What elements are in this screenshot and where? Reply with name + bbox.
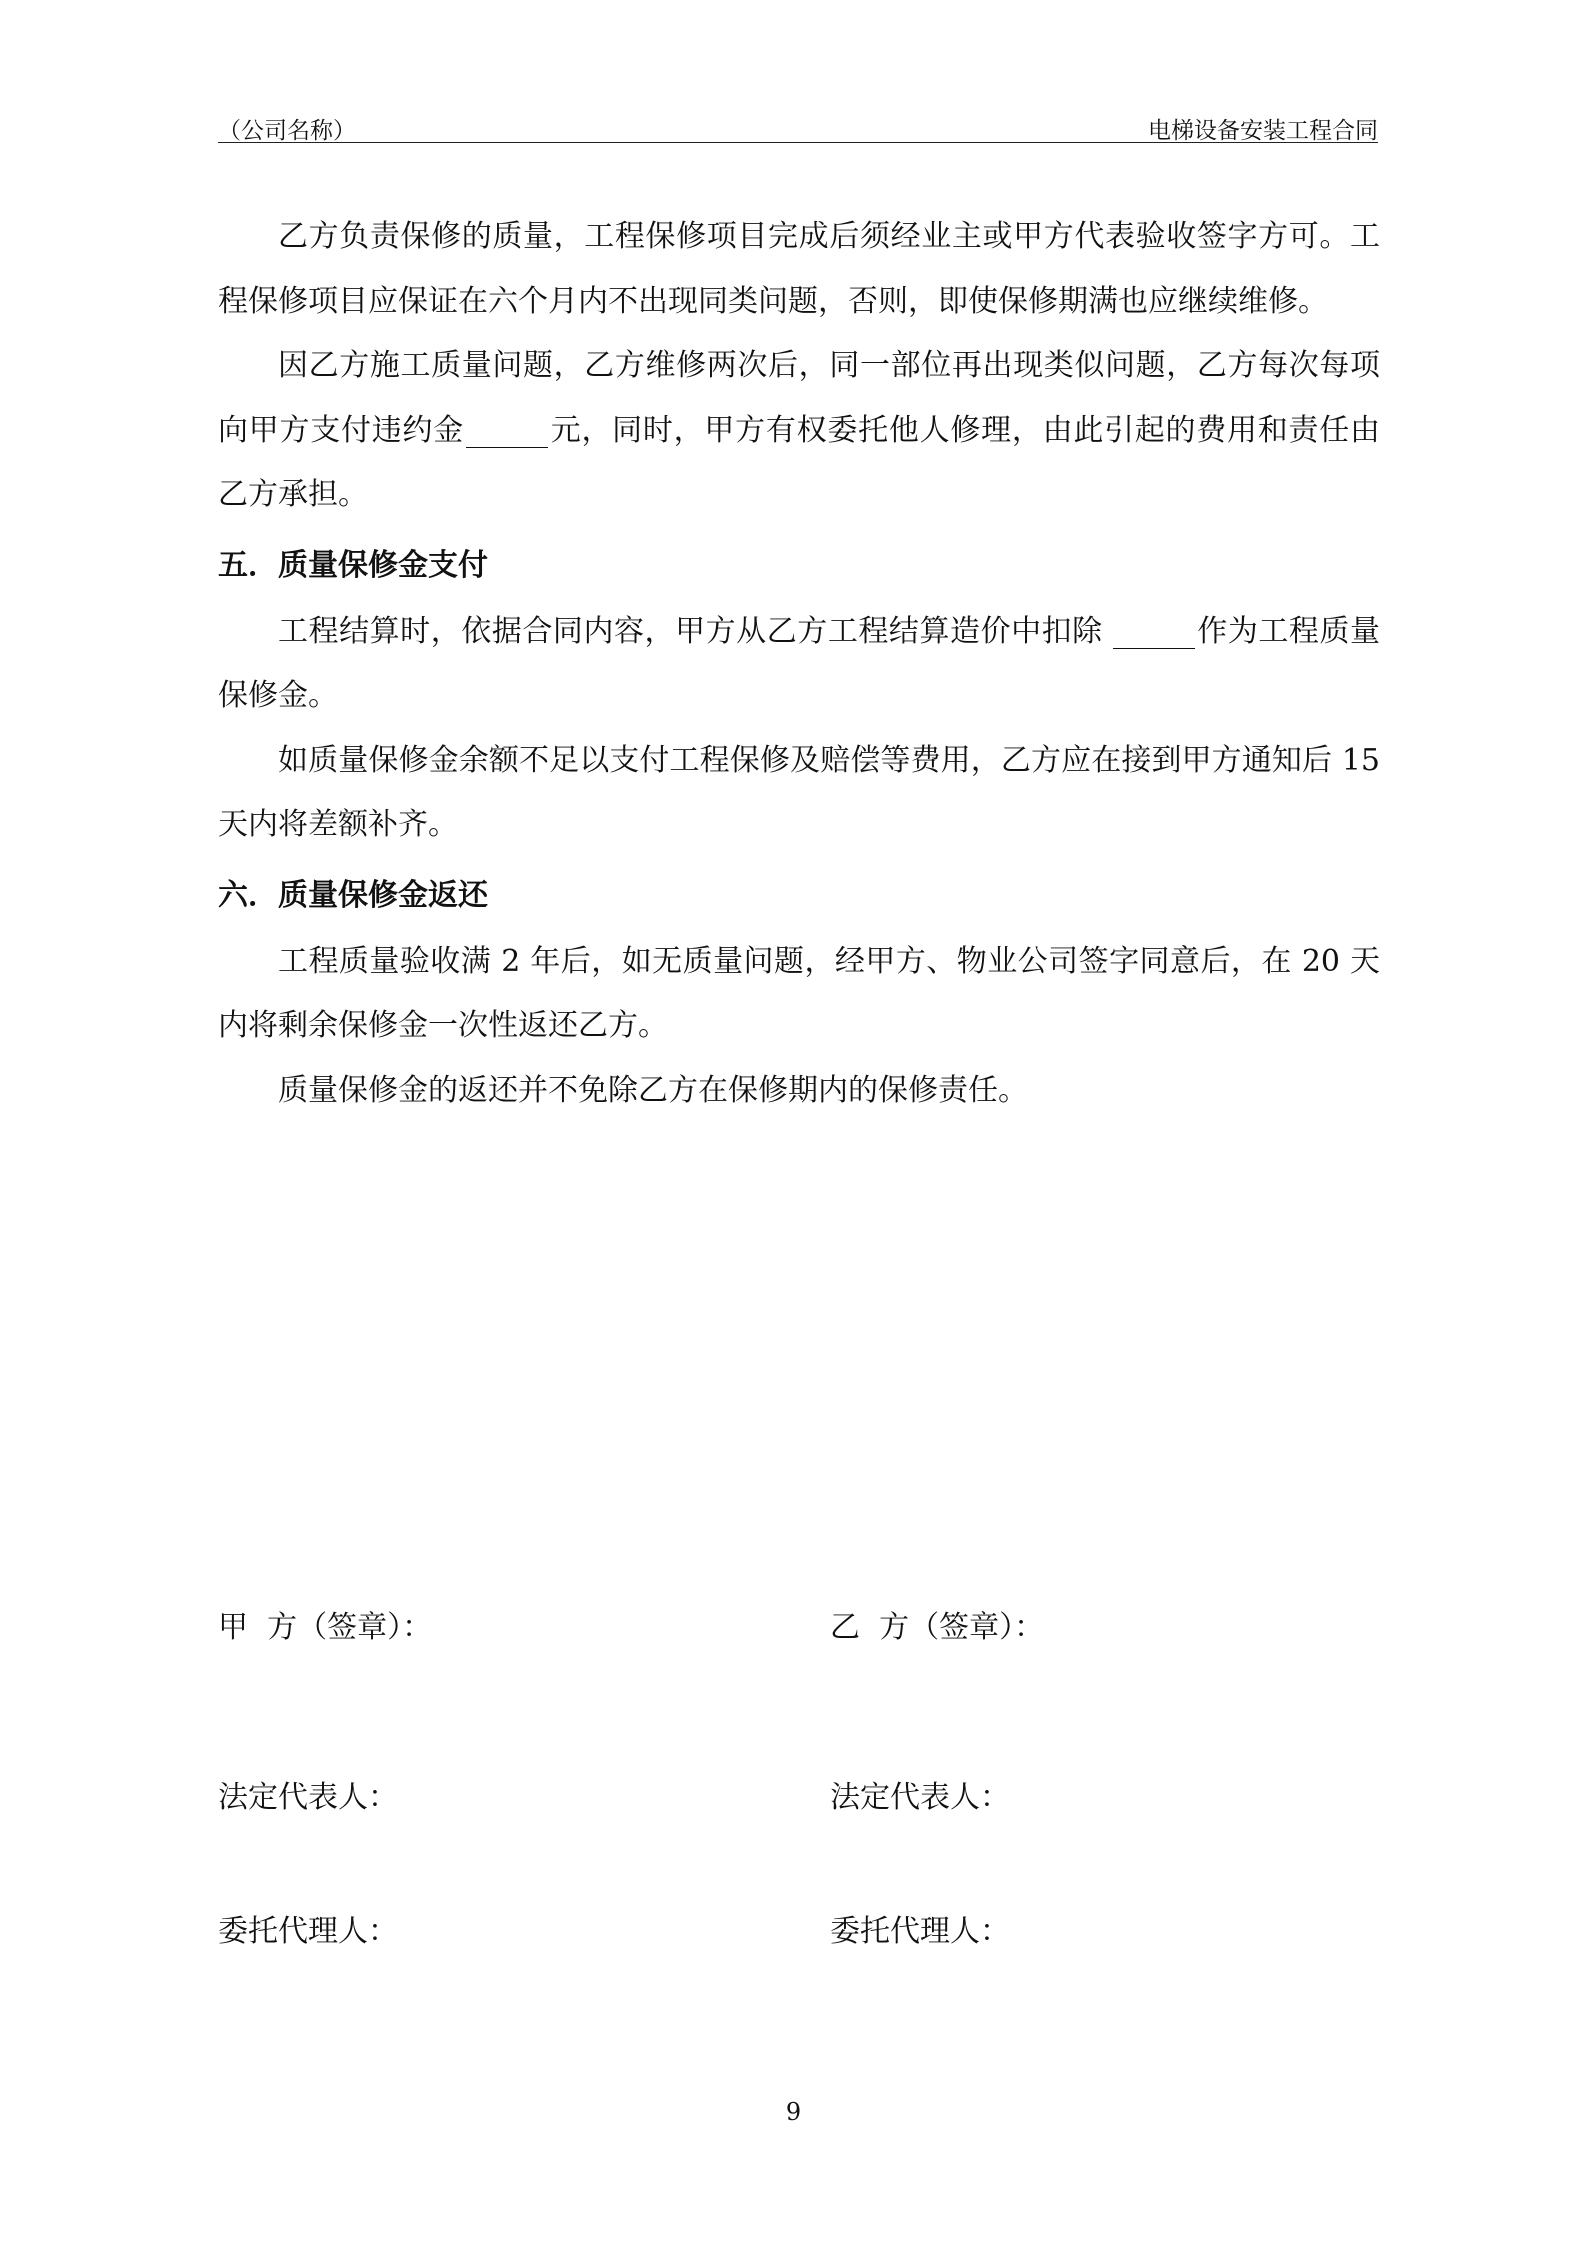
paragraph-refund: 工程质量验收满 2 年后，如无质量问题，经甲方、物业公司签字同意后，在 20 天内将剩余保修金一次性返还乙方。 (218, 943, 1380, 1043)
penalty-amount-blank (466, 414, 548, 448)
penalty-text-end: 元，同时，甲方有权委托他人修理，由此引起的费用和责任由乙方承担。 (218, 412, 1381, 512)
paragraph-responsibility: 质量保修金的返还并不免除乙方在保修期内的保修责任。 (278, 1072, 1028, 1108)
paragraph-insufficient-balance: 如质量保修金余额不足以支付工程保修及赔偿等费用，乙方应在接到甲方通知后 15 天内将差额补齐。 (218, 742, 1380, 842)
penalty-text-start: 因乙方施工质量问题，乙方维修两次后，同一部位再出现类似问题，乙方每次每项向甲方支付违约金 (218, 348, 1380, 448)
header-company-name: （公司名称） (218, 118, 356, 144)
deduction-text-start: 工程结算时，依据合同内容，甲方从乙方工程结算造价中扣除 (278, 613, 1103, 649)
party-b-legal-rep-label: 法定代表人： (830, 1780, 1010, 1815)
document-body (218, 205, 1380, 1123)
paragraph-deduction (218, 600, 1380, 729)
section-heading-5: 五．质量保修金支付 (218, 547, 488, 583)
party-a-agent-label: 委托代理人： (218, 1914, 398, 1949)
paragraph-penalty (218, 334, 1380, 528)
page-header (218, 110, 1378, 143)
party-b-seal-label: 乙 方（签章）： (830, 1610, 1045, 1645)
deduction-text-end: 作为工程质量保修金。 (218, 613, 1381, 713)
party-a-legal-rep-label: 法定代表人： (218, 1780, 398, 1815)
page-number: 9 (785, 2098, 802, 2126)
header-document-title: 电梯设备安装工程合同 (1148, 118, 1378, 144)
section-heading-6: 六．质量保修金返还 (218, 877, 488, 913)
deduction-amount-blank (1113, 615, 1195, 649)
paragraph-warranty-quality: 乙方负责保修的质量，工程保修项目完成后须经业主或甲方代表验收签字方可。工程保修项目应保证在六个月内不出现同类问题，否则，即使保修期满也应继续维修。 (218, 219, 1380, 319)
party-a-seal-label: 甲 方（签章）： (218, 1610, 433, 1645)
party-b-agent-label: 委托代理人： (830, 1914, 1010, 1949)
